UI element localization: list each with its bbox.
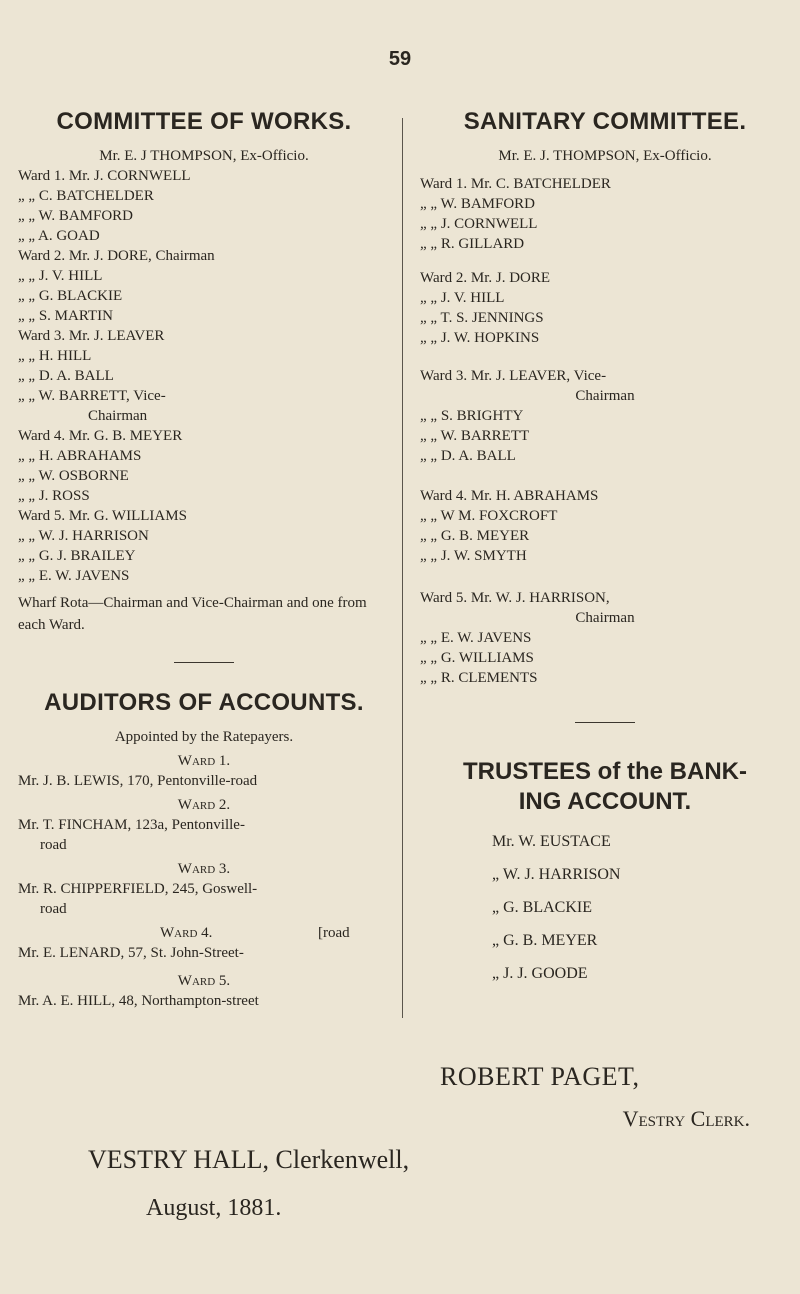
trustee-entry: „ G. B. MEYER (492, 932, 598, 949)
auditor-entry: Mr. T. FINCHAM, 123a, Pentonville- (18, 817, 245, 833)
sanitary-list (420, 146, 790, 688)
appointed-line: Appointed by the Ratepayers. (114, 729, 294, 745)
list-item: Chairman (88, 408, 148, 424)
list-item: Chairman (575, 610, 635, 626)
list-item: „ „ G. J. BRAILEY (18, 548, 136, 564)
list-item: „ „ J. V. HILL (420, 290, 505, 306)
list-item: „ „ J. W. SMYTH (420, 548, 527, 564)
list-item: „ „ D. A. BALL (18, 368, 114, 384)
list-item: „ „ S. BRIGHTY (420, 408, 524, 424)
ward-group (420, 588, 790, 688)
ward-group (420, 486, 790, 566)
list-item: „ „ J. W. HOPKINS (420, 330, 540, 346)
page-number: 59 (388, 48, 412, 70)
ex-officio-line: Mr. E. J. THOMPSON, Ex-Officio. (498, 148, 712, 164)
list-item: „ „ S. MARTIN (18, 308, 113, 324)
auditors-title: AUDITORS OF ACCOUNTS. (44, 689, 364, 716)
list-item: „ „ T. S. JENNINGS (420, 310, 544, 326)
list-item: „ „ J. V. HILL (18, 268, 103, 284)
list-item: Ward 2. Mr. J. DORE, Chairman (18, 248, 215, 264)
list-item: „ „ D. A. BALL (420, 448, 516, 464)
list-item: „ „ W M. FOXCROFT (420, 508, 558, 524)
ward-group (420, 268, 790, 348)
list-item: Ward 5. Mr. G. WILLIAMS (18, 508, 187, 524)
section-rule (575, 722, 635, 723)
trustees-section (420, 757, 790, 990)
list-item: „ „ E. W. JAVENS (18, 568, 130, 584)
committee-of-works-list (18, 146, 390, 636)
list-item: „ „ A. GOAD (18, 228, 100, 244)
ward-heading: Ward 5. (177, 973, 231, 989)
trustees-title: TRUSTEES of the BANK- (463, 758, 747, 785)
list-item: „ „ J. CORNWELL (420, 216, 538, 232)
wrap-tail: [road (318, 925, 350, 941)
list-item: „ „ G. B. MEYER (420, 528, 530, 544)
list-item: „ „ G. WILLIAMS (420, 650, 534, 666)
trustee-entry: „ J. J. GOODE (492, 965, 588, 982)
sanitary-title: SANITARY COMMITTEE. (463, 108, 747, 135)
list-item: Ward 4. Mr. G. B. MEYER (18, 428, 183, 444)
trustee-entry: „ G. BLACKIE (492, 899, 592, 916)
list-item: Ward 3. Mr. J. LEAVER, Vice- (420, 368, 607, 384)
ward-heading: Ward 1. (177, 753, 231, 769)
trustee-entry: Mr. W. EUSTACE (492, 833, 611, 850)
footer (88, 1145, 428, 1222)
list-item: „ „ W. OSBORNE (18, 468, 129, 484)
list-item: Ward 2. Mr. J. DORE (420, 270, 551, 286)
ex-officio-line: Mr. E. J THOMPSON, Ex-Officio. (99, 148, 309, 164)
list-item: „ „ W. BAMFORD (18, 208, 134, 224)
list-item: „ „ G. BLACKIE (18, 288, 123, 304)
signatory-name: ROBERT PAGET, (440, 1062, 640, 1091)
trustees-title-cont: ING ACCOUNT. (518, 788, 692, 815)
list-item: „ „ H. ABRAHAMS (18, 448, 142, 464)
list-item: „ „ W. J. HARRISON (18, 528, 149, 544)
list-item: „ „ W. BARRETT, Vice- (18, 388, 166, 404)
auditor-entry: road (40, 837, 67, 853)
right-column (420, 108, 790, 990)
auditor-entry: road (40, 901, 67, 917)
signatory-title: Vestry Clerk. (622, 1106, 750, 1131)
list-item: Ward 5. Mr. W. J. HARRISON, (420, 590, 610, 606)
ward-heading: Ward 4. (160, 925, 213, 941)
auditor-entry: Mr. J. B. LEWIS, 170, Pentonville-road (18, 773, 258, 789)
auditors-list (18, 727, 390, 1011)
signature-block (440, 1062, 780, 1132)
place-line: VESTRY HALL, Clerkenwell, (88, 1145, 410, 1174)
wharf-rota-note: Wharf Rota—Chairman and Vice-Chairman and one from each Ward. (18, 595, 367, 633)
committee-of-works-title: COMMITTEE OF WORKS. (56, 108, 352, 135)
list-item: Ward 4. Mr. H. ABRAHAMS (420, 488, 599, 504)
list-item: „ „ C. BATCHELDER (18, 188, 154, 204)
list-item: „ „ H. HILL (18, 348, 92, 364)
left-column (18, 108, 390, 1011)
list-item: „ „ R. GILLARD (420, 236, 525, 252)
list-item: Ward 3. Mr. J. LEAVER (18, 328, 165, 344)
list-item: „ „ W. BARRETT (420, 428, 530, 444)
trustee-entry: „ W. J. HARRISON (492, 866, 621, 883)
list-item: „ „ J. ROSS (18, 488, 90, 504)
ward-group (420, 174, 790, 254)
auditor-entry: Mr. R. CHIPPERFIELD, 245, Goswell- (18, 881, 258, 897)
auditor-entry: Mr. E. LENARD, 57, St. John-Street- (18, 945, 244, 961)
date-line: August, 1881. (146, 1195, 282, 1221)
ward-group (420, 366, 790, 466)
ward-heading: Ward 3. (177, 861, 231, 877)
list-item: Chairman (575, 388, 635, 404)
auditor-entry: Mr. A. E. HILL, 48, Northampton-street (18, 993, 259, 1009)
ward-heading-row (18, 923, 390, 943)
list-item: „ „ R. CLEMENTS (420, 670, 538, 686)
ward-heading: Ward 2. (177, 797, 231, 813)
list-item: „ „ E. W. JAVENS (420, 630, 532, 646)
column-divider (402, 118, 403, 1018)
list-item: Ward 1. Mr. J. CORNWELL (18, 168, 191, 184)
section-rule (174, 662, 234, 663)
list-item: Ward 1. Mr. C. BATCHELDER (420, 176, 611, 192)
list-item: „ „ W. BAMFORD (420, 196, 536, 212)
